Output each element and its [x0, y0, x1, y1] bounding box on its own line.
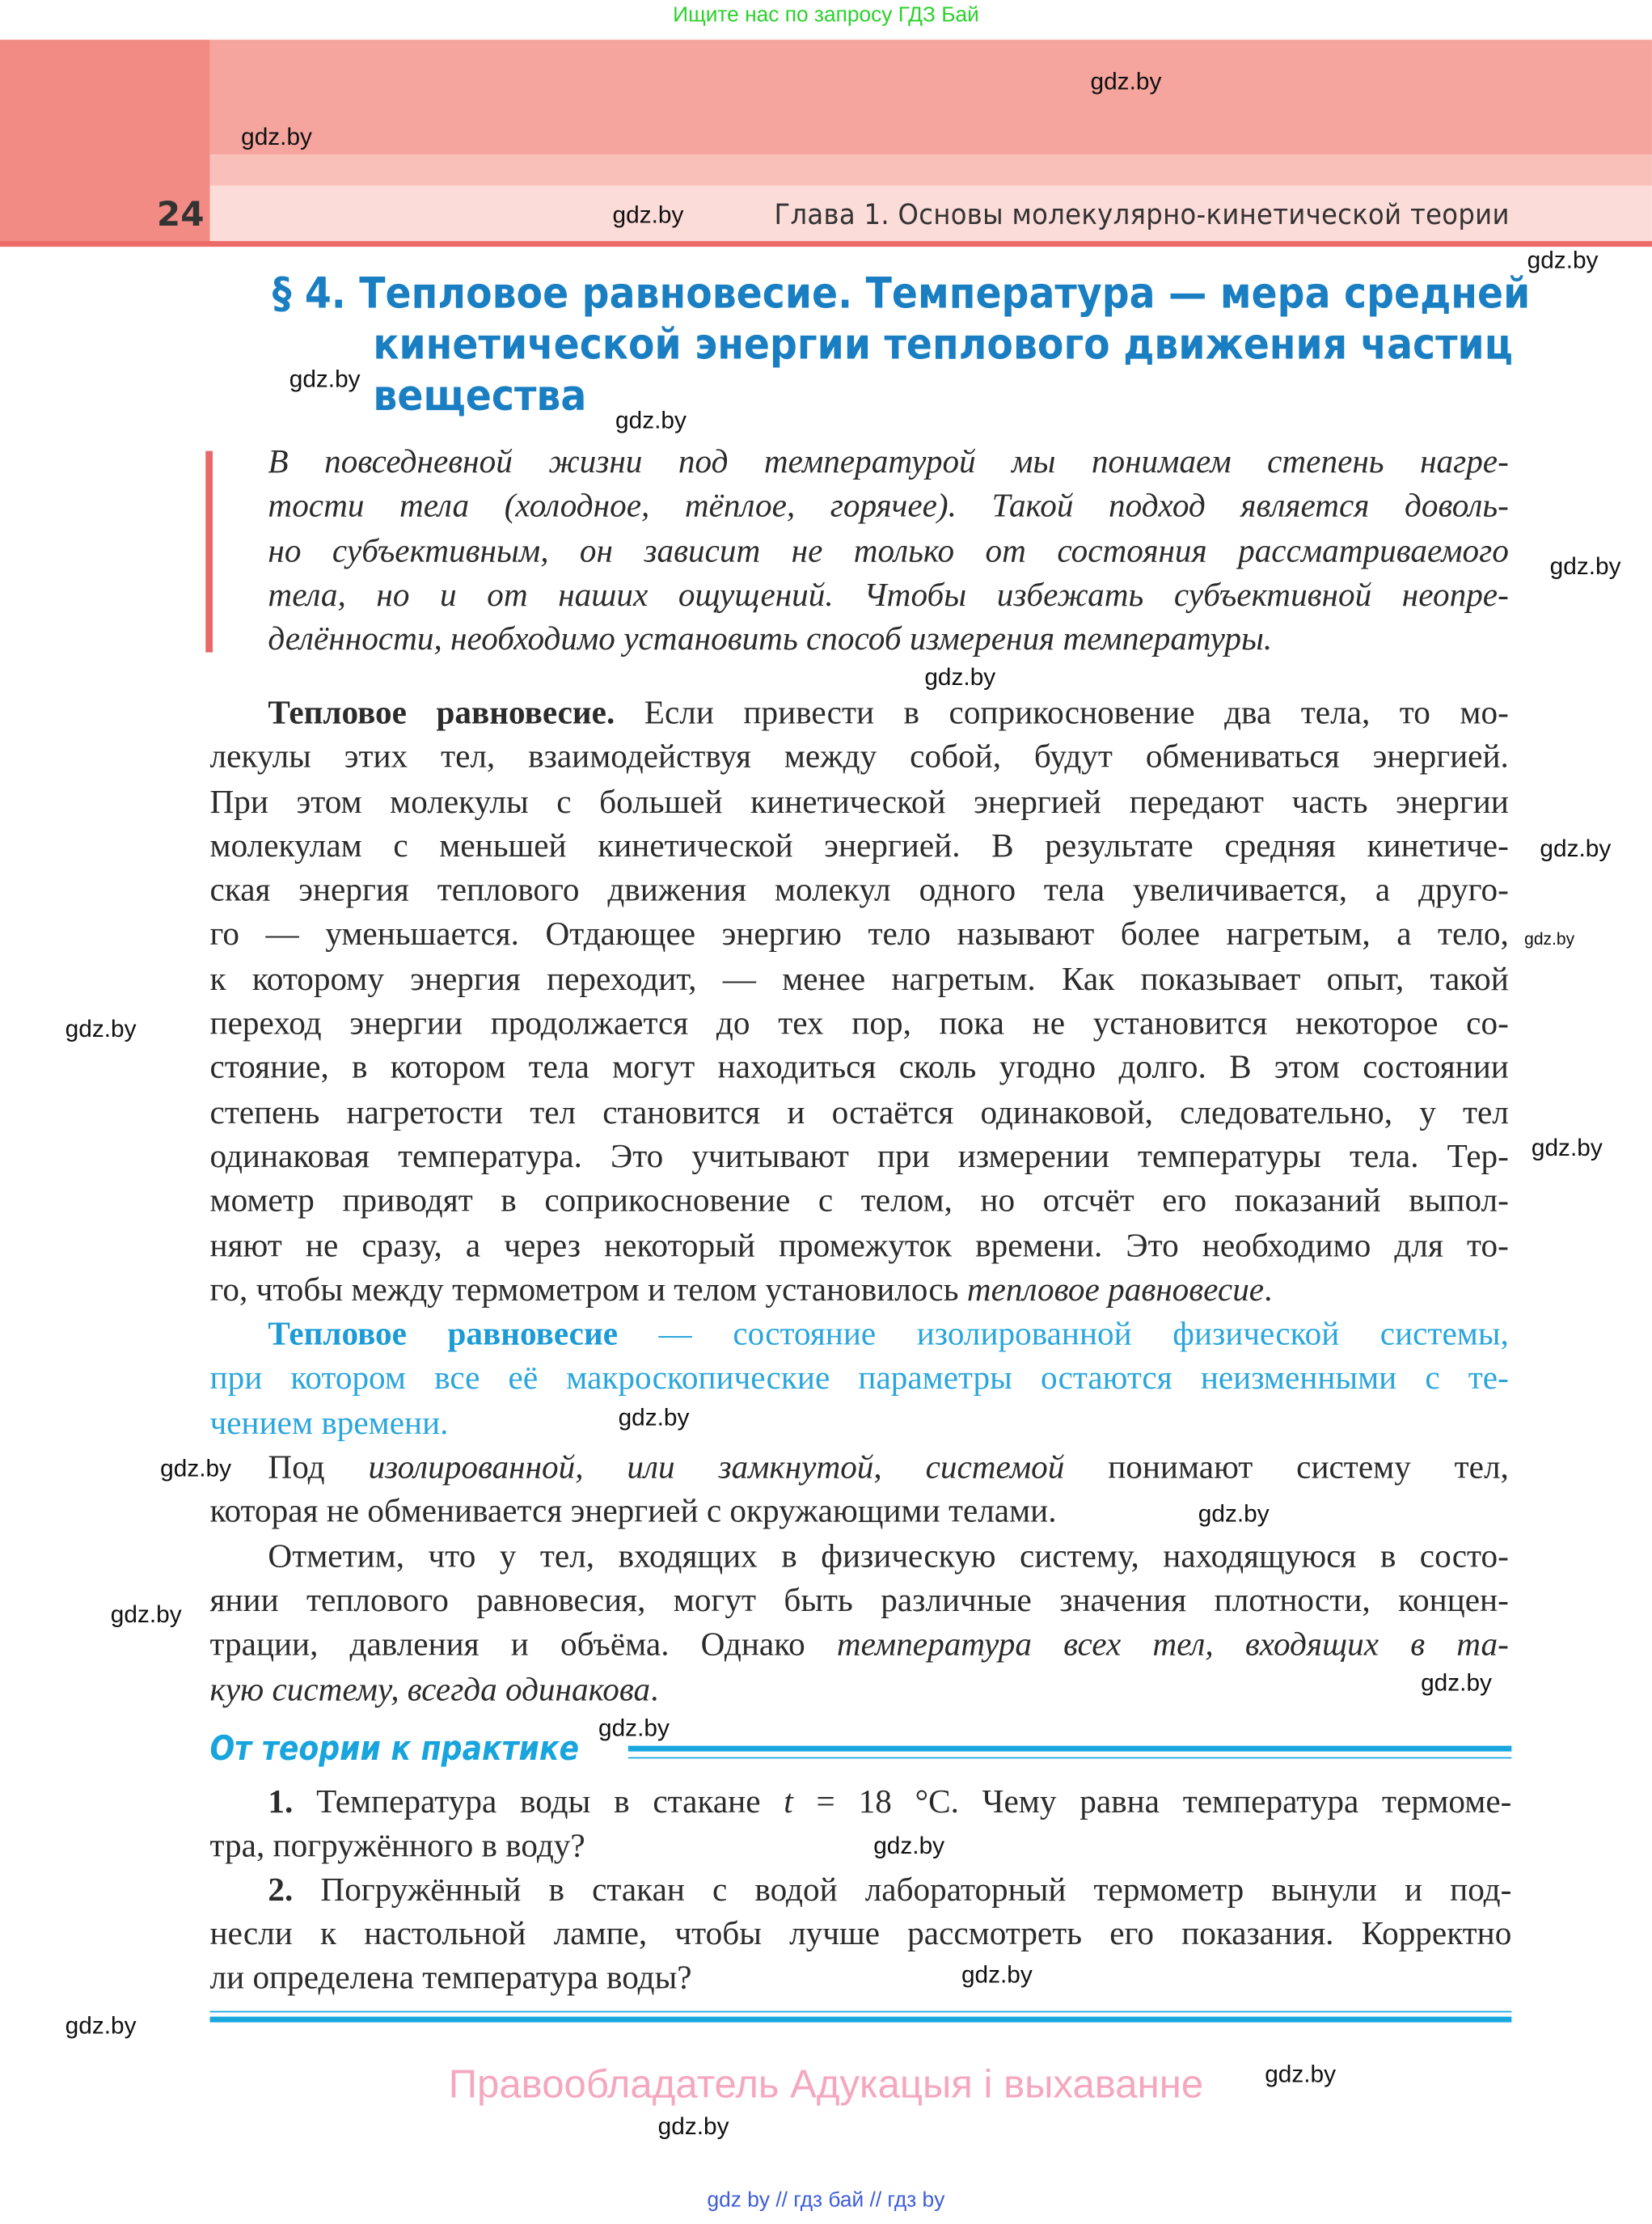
header-divider [0, 241, 1652, 247]
text-segment: ли определена температура воды? [209, 1960, 692, 1998]
watermark: gdz.by [65, 2012, 137, 2040]
italic-term: температура всех тел, входящих в та- [836, 1626, 1509, 1664]
text-line [210, 1269, 1509, 1313]
text-segment: янии теплового равновесия, могут быть различные значения плотности, концен- [209, 1582, 1509, 1620]
watermark: gdz.by [289, 366, 361, 393]
text-segment: одинаковая температура. Это учитывают при измерении температуры тела. Тер- [209, 1139, 1509, 1176]
watermark: gdz.by [657, 2112, 729, 2141]
practice-rule-thin [628, 1757, 1511, 1759]
body-text [210, 692, 1509, 1713]
text-segment: молекулам с меньшей кинетической энергией. В результате средняя кинетиче- [209, 827, 1509, 865]
text-segment: которая не обменивается энергией с окружающими телами. [209, 1494, 1057, 1531]
text-line [210, 869, 1509, 914]
practice-end-rule-thick [210, 2017, 1512, 2023]
intro-line: тела, но и от наших ощущений. Чтобы избежать субъективной неопре- [268, 577, 1509, 615]
text-line [210, 1092, 1509, 1136]
text-segment: при котором все её макроскопические параметры остаются неизменными с те- [209, 1360, 1509, 1398]
intro-line: делённости, необходимо установить способ измерения температуры. [268, 621, 1273, 658]
definition-paragraph [210, 1313, 1509, 1447]
section-title-line: вещества [373, 371, 587, 421]
text-segment: к которому энергия переходит, — менее нагретым. Как показывает опыт, такой [209, 961, 1509, 999]
text-line [210, 1869, 1512, 1913]
watermark: gdz.by [1090, 68, 1162, 95]
watermark: gdz.by [598, 1715, 670, 1742]
italic-term: кую систему, всегда одинакова [209, 1671, 651, 1709]
text-segment: , [873, 1449, 926, 1486]
watermark: gdz.by [1531, 1134, 1603, 1162]
text-line [210, 958, 1509, 1003]
section-title [272, 269, 1531, 422]
practice-rule-thick [628, 1746, 1511, 1752]
text-line [210, 1180, 1509, 1224]
text-line [210, 781, 1509, 826]
section-title-line: кинетической энергии теплового движения частиц [373, 320, 1513, 370]
paragraph [210, 1536, 1509, 1714]
text-segment: Под [268, 1449, 369, 1486]
text-line [210, 914, 1509, 958]
text-segment: лекулы этих тел, взаимодействуя между собой, будут обмениваться энергией. [209, 739, 1509, 776]
italic-term: тепловое равновесие [966, 1271, 1265, 1309]
watermark: gdz.by [612, 201, 684, 229]
text-segment: несли к настольной лампе, чтобы лучше рассмотреть его показания. Корректно [209, 1916, 1512, 1953]
text-line [210, 1957, 1512, 2001]
text-segment: го — уменьшается. Отдающее энергию тело называют более нагретым, а тело, [209, 916, 1509, 954]
header-band [210, 40, 1652, 154]
text-segment: = 18 °C. Чему равна температура термоме- [792, 1784, 1512, 1821]
text-line [210, 1047, 1509, 1092]
text-line [210, 692, 1509, 737]
text-line [210, 1624, 1509, 1668]
bold-term: 2. [268, 1871, 294, 1909]
practice-heading: От теории к практике [209, 1728, 580, 1769]
copyright-footer: Правообладатель Адукацыя і выхаванне [448, 2061, 1204, 2107]
text-line [210, 1136, 1509, 1181]
text-segment: . [650, 1671, 659, 1709]
text-segment: . [1264, 1271, 1273, 1309]
watermark: gdz.by [873, 1832, 945, 1859]
watermark: gdz.by [924, 663, 996, 691]
bold-term: 1. [268, 1784, 294, 1821]
text-segment: го, чтобы между термометром и телом установилось [209, 1271, 967, 1309]
watermark: gdz.by [615, 407, 687, 434]
text-line [210, 1913, 1512, 1957]
paragraph [210, 1782, 1512, 1870]
text-line [210, 1491, 1509, 1536]
watermark: gdz.by [1549, 552, 1621, 581]
paragraph [210, 692, 1509, 1313]
watermark: gdz.by [1527, 247, 1599, 274]
text-line [210, 1536, 1509, 1580]
watermark: gdz.by [961, 1961, 1033, 1989]
top-search-hint: Ищите нас по запросу ГДЗ Бай [673, 2, 979, 27]
header-band-middle [210, 154, 1652, 186]
watermark: gdz.by [65, 1015, 137, 1042]
bold-term: Тепловое равновесие. [268, 695, 615, 732]
text-line [210, 1313, 1509, 1358]
watermark: gdz.by [160, 1455, 232, 1482]
text-line [210, 1003, 1509, 1047]
bottom-links[interactable]: gdz by // гдз бай // гдз by [707, 2188, 945, 2213]
text-segment: стояние, в котором тела могут находиться сколь угодно долго. В этом состоянии [209, 1050, 1509, 1087]
intro-line: В повседневной жизни под температурой мы понимаем степень нагре- [268, 443, 1509, 481]
intro-text [268, 441, 1508, 662]
watermark: gdz.by [1265, 2060, 1337, 2088]
text-segment: Отметим, что у тел, входящих в физическую систему, находящуюся в состо- [268, 1538, 1509, 1575]
watermark: gdz.by [1198, 1500, 1270, 1528]
text-segment: Если привести в соприкосновение два тела, то мо- [615, 695, 1509, 732]
text-segment: чением времени. [209, 1405, 449, 1442]
text-line [210, 737, 1509, 781]
text-segment: При этом молекулы с большей кинетической энергией передают часть энергии [209, 784, 1509, 821]
text-segment: ская энергия теплового движения молекул одного тела увеличивается, а друго- [209, 872, 1509, 910]
practice-end-rule-thin [210, 2011, 1512, 2013]
italic-term: системой [925, 1449, 1065, 1486]
paragraph [210, 1869, 1512, 2001]
intro-line: тости тела (холодное, тёплое, горячее). Такой подход является доволь- [268, 488, 1509, 526]
watermark: gdz.by [1421, 1668, 1492, 1697]
page-number: 24 [156, 194, 205, 235]
text-line [210, 1224, 1509, 1269]
text-line [210, 1447, 1509, 1491]
watermark: gdz.by [241, 123, 312, 150]
text-segment: понимают систему тел, [1064, 1449, 1509, 1486]
text-segment: степень нагретости тел становится и остаётся одинаковой, следовательно, у тел [209, 1094, 1509, 1131]
text-line [210, 1358, 1509, 1402]
text-line [210, 1782, 1512, 1825]
text-segment: няют не сразу, а через некоторый промежуток времени. Это необходимо для то- [209, 1227, 1509, 1265]
text-line [210, 1579, 1509, 1624]
practice-questions [210, 1782, 1512, 2002]
watermark: gdz.by [618, 1404, 690, 1431]
text-line [210, 1668, 1509, 1713]
text-line [210, 825, 1509, 869]
watermark: gdz.by [1540, 835, 1612, 863]
text-segment: переход энергии продолжается до тех пор, пока не установится некоторое со- [209, 1005, 1509, 1043]
text-segment: трации, давления и объёма. Однако [209, 1626, 837, 1664]
text-segment: тра, погружённого в воду? [209, 1828, 585, 1865]
intro-accent-bar [205, 451, 213, 653]
italic-term: t [784, 1784, 793, 1821]
text-line [210, 1825, 1512, 1869]
italic-term: изолированной, или замкнутой [368, 1449, 874, 1486]
text-segment: — состояние изолированной физической системы, [617, 1316, 1509, 1354]
paragraph [210, 1447, 1509, 1536]
text-line [210, 1402, 1509, 1447]
text-segment: Температура воды в стакане [293, 1784, 784, 1821]
watermark: gdz.by [110, 1600, 182, 1629]
watermark: gdz.by [1524, 928, 1575, 949]
text-segment: мометр приводят в соприкосновение с телом, но отсчёт его показаний выпол- [209, 1182, 1509, 1220]
section-title-line: § 4. Тепловое равновесие. Температура — мера средней [272, 269, 1531, 319]
bold-term: Тепловое равновесие [268, 1316, 618, 1354]
chapter-title: Глава 1. Основы молекулярно-кинетической теории [774, 197, 1510, 231]
intro-line: но субъективным, он зависит не только от состояния рассматриваемого [268, 532, 1509, 570]
text-segment: Погружённый в стакан с водой лабораторный термометр вынули и под- [293, 1871, 1512, 1909]
